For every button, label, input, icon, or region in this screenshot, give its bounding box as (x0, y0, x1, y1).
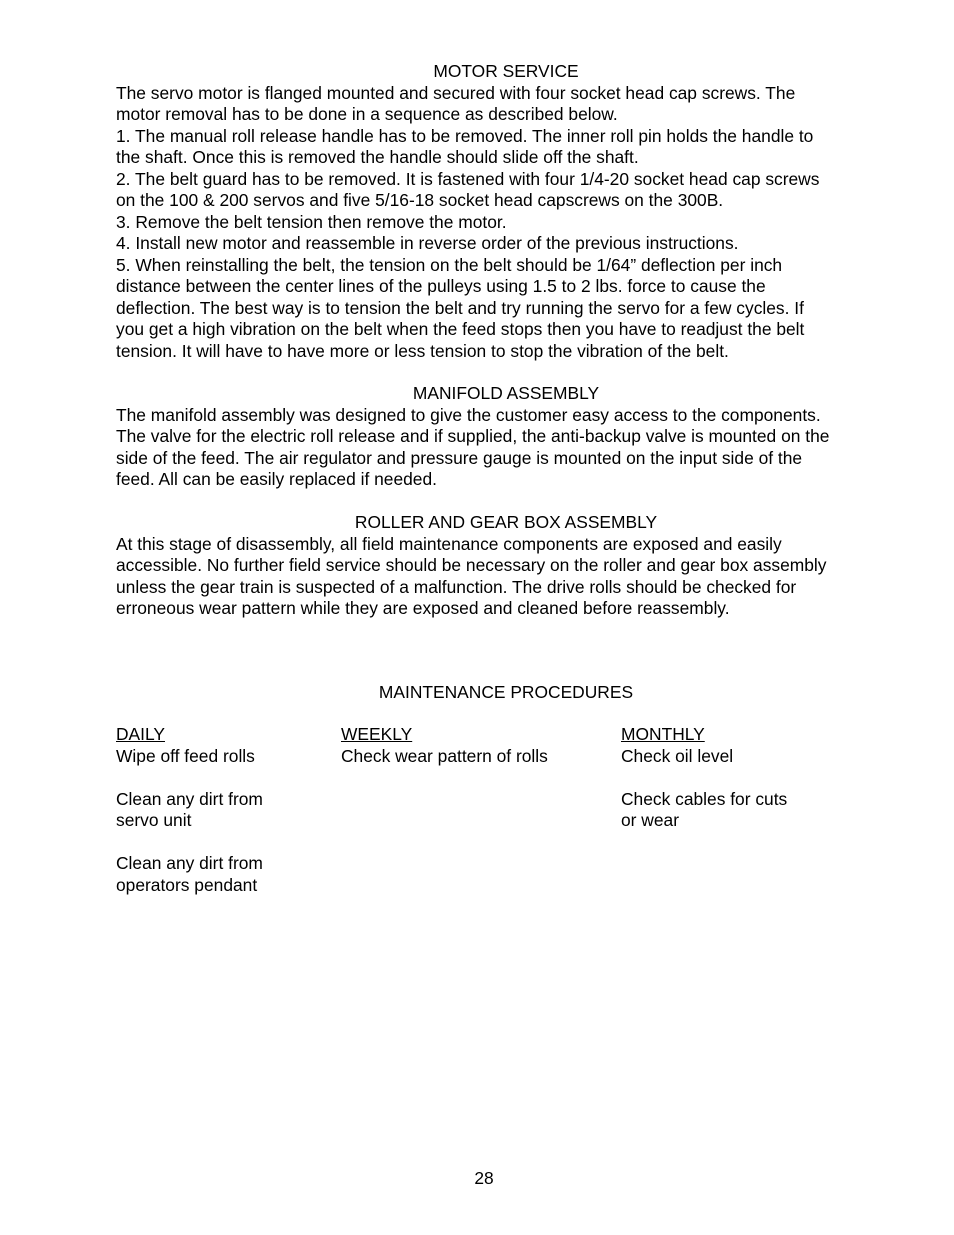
maintenance-item (116, 746, 263, 768)
paragraph-line: the shaft. Once this is removed the handle should slide off the shaft. (116, 147, 639, 167)
maintenance-item (116, 853, 263, 896)
column-title: WEEKLY (341, 724, 413, 744)
paragraph-line: on the 100 & 200 servos and five 5/16-18 socket head capscrews on the 300B. (116, 190, 724, 210)
paragraph-line: distance between the center lines of the pulleys using 1.5 to 2 lbs. force to cause the (116, 276, 766, 296)
paragraph-line: The servo motor is flanged mounted and secured with four socket head cap screws. The (116, 82, 796, 103)
item-line: operators pendant (116, 874, 258, 895)
paragraph-line: erroneous wear pattern while they are exposed and cleaned before reassembly. (116, 598, 730, 618)
item-line: Clean any dirt from (116, 853, 263, 873)
item-line: servo unit (116, 810, 192, 830)
maintenance-column-daily (116, 724, 263, 918)
paragraph-line: feed. All can be easily replaced if needed. (116, 469, 437, 489)
paragraph-line: deflection. The best way is to tension the belt and try running the servo for a few cycles. If (116, 297, 804, 318)
maintenance-item (621, 789, 787, 832)
paragraph-line: unless the gear train is suspected of a malfunction. The drive rolls should be checked for (116, 576, 797, 597)
section-roller-gear-box (116, 512, 896, 620)
paragraph-line: 1. The manual roll release handle has to be removed. The inner roll pin holds the handle to (116, 125, 814, 146)
paragraph-line: 2. The belt guard has to be removed. It is fastened with four 1/4-20 socket head cap screws (116, 168, 820, 189)
maintenance-column-weekly (341, 724, 548, 789)
paragraph-line: tension. It will have to have more or less tension to stop the vibration of the belt. (116, 340, 729, 361)
item-line: Check oil level (621, 745, 734, 766)
column-title: MONTHLY (621, 724, 705, 744)
item-line: Wipe off feed rolls (116, 745, 255, 766)
item-line: Check wear pattern of rolls (341, 745, 548, 766)
maintenance-item (621, 746, 787, 768)
paragraph-line: 3. Remove the belt tension then remove the motor. (116, 211, 507, 232)
paragraph-line: The manifold assembly was designed to give the customer easy access to the components. (116, 404, 821, 425)
section-heading: ROLLER AND GEAR BOX ASSEMBLY (354, 512, 658, 532)
section-manifold-assembly (116, 383, 896, 491)
paragraph-line: At this stage of disassembly, all field maintenance components are exposed and easily (116, 533, 782, 554)
section-motor-service (116, 61, 896, 362)
item-line: Clean any dirt from (116, 788, 263, 809)
maintenance-heading-block (116, 682, 896, 704)
page-number: 28 (474, 1168, 494, 1188)
maintenance-item (341, 746, 548, 768)
column-title: DAILY (116, 724, 165, 744)
maintenance-column-monthly (621, 724, 787, 853)
maintenance-item (116, 789, 263, 832)
paragraph-line: 4. Install new motor and reassemble in reverse order of the previous instructions. (116, 233, 739, 253)
paragraph-line: accessible. No further field service should be necessary on the roller and gear box assembly (116, 555, 827, 575)
paragraph-line: you get a high vibration on the belt when the feed stops then you have to readjust the belt (116, 319, 805, 339)
paragraph-line: side of the feed. The air regulator and pressure gauge is mounted on the input side of the (116, 447, 803, 468)
section-heading: MANIFOLD ASSEMBLY (412, 383, 600, 403)
paragraph-line: motor removal has to be done in a sequence as described below. (116, 104, 618, 124)
paragraph-line: The valve for the electric roll release and if supplied, the anti-backup valve is mounted on the (116, 426, 830, 446)
section-heading: MOTOR SERVICE (433, 61, 579, 81)
paragraph-line: 5. When reinstalling the belt, the tension on the belt should be 1/64” deflection per inch (116, 254, 783, 275)
maintenance-heading: MAINTENANCE PROCEDURES (378, 682, 634, 702)
item-line: Check cables for cuts (621, 788, 788, 809)
item-line: or wear (621, 810, 679, 830)
